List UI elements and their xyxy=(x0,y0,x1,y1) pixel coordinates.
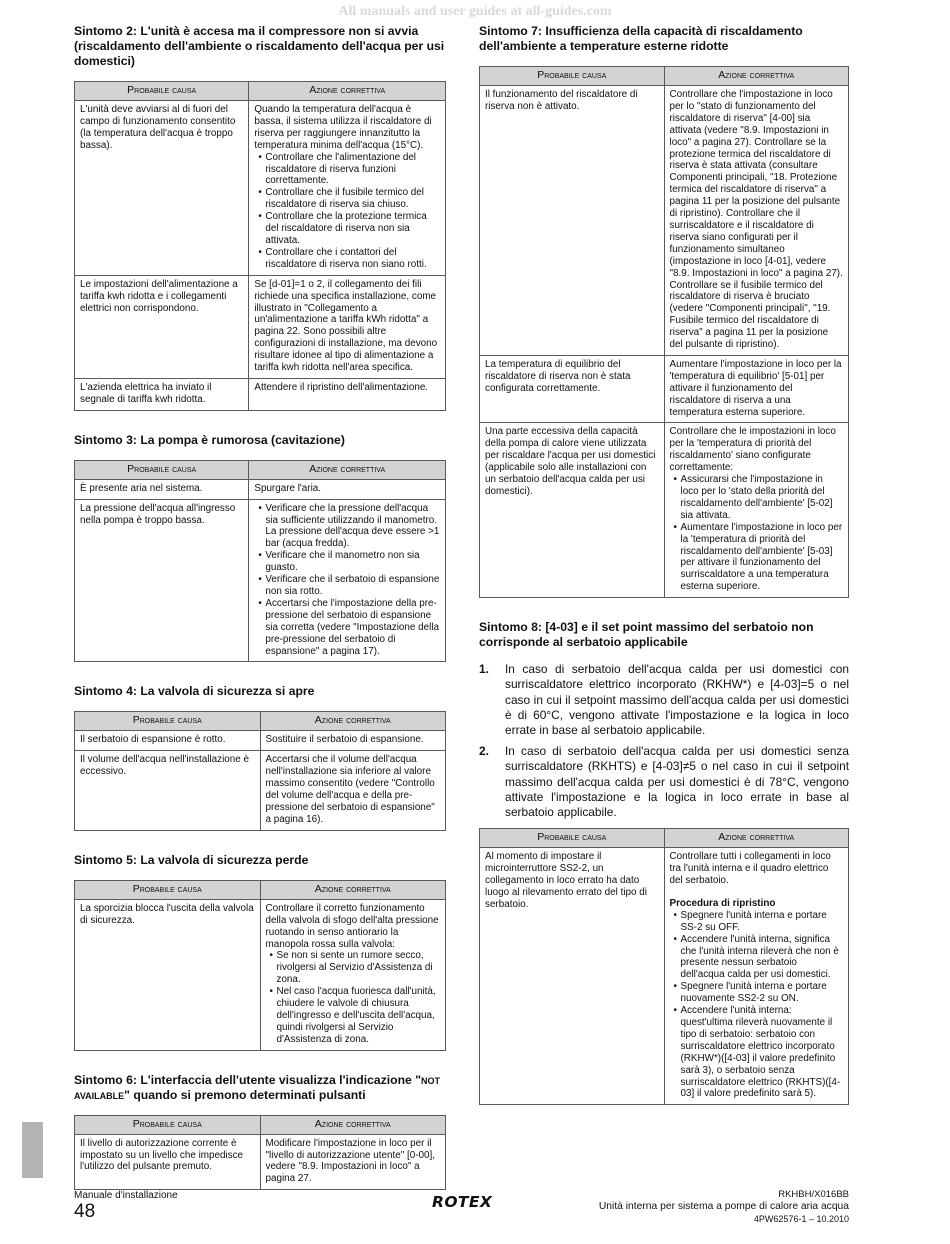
symptom-8-table xyxy=(479,828,849,1105)
symptom-3-title: Sintomo 3: La pompa è rumorosa (cavitazione) xyxy=(74,432,345,447)
action-header: Azione correttiva xyxy=(664,67,849,86)
symptom-5-table xyxy=(74,880,446,1051)
footer-description: Unità interna per sistema a pompe di calore aria acqua xyxy=(598,1201,849,1212)
cause-header: Probabile causa xyxy=(480,829,665,848)
bullet-item: • Nel caso l'acqua fuoriesca dall'unità, chiudere le valvole di chiusura dell'ingresso e dell'uscita dell'acqua, quindi rivolgersi al Servizio d'Assistenza di zona. xyxy=(270,986,441,1046)
action-cell: Aumentare l'impostazione in loco per la 'temperatura di equilibrio' [5-01] per attivare il funzionamento del riscaldatore di riserva a una temperatura esterna superiore. xyxy=(664,355,849,423)
bullet-item: • Spegnere l'unità interna e portare SS-2 su OFF. xyxy=(674,910,844,934)
table-row xyxy=(75,751,446,830)
cause-cell: Una parte eccessiva della capacità della pompa di calore viene utilizzata per riscaldare l'acqua per usi domestici (applicabile solo alle installazioni con un serbatoio dell'acqua calda per usi domestici). xyxy=(480,423,665,598)
cause-cell: La pressione dell'acqua all'ingresso nella pompa è troppo bassa. xyxy=(75,499,249,662)
cause-cell: Al momento di impostare il microinterruttore SS2-2, un collegamento in loco errato ha dato luogo al rilevamento errato del tipo di serbatoio. xyxy=(480,848,665,1105)
bullet-item: • Assicurarsi che l'impostazione in loco per lo 'stato della priorità del riscaldamento dell'ambiente' [5-02] sia attivata. xyxy=(674,474,844,522)
left-column xyxy=(74,24,446,1212)
bullet-item: • Verificare che la pressione dell'acqua sia sufficiente utilizzando il manometro. La pressione dell'acqua deve essere >1 bar (acqua fredda). xyxy=(258,503,440,551)
item-number: 2. xyxy=(479,744,489,759)
symptom-4-table xyxy=(74,711,446,830)
action-cell: Controllare che l'impostazione in loco per lo "stato di funzionamento del riscaldatore di riserva" [4-00] sia attivata (vedere "8.9. Impostazioni in loco" a pagina 27). Controllare se la protezione termica del riscaldatore di riserva è stata attivata (consultare Componenti principali, "18. Protezione termica del riscaldatore di riserva" a pagina 11 per la posizione del pulsante di ripristino). Controllare che il surriscaldatore e il riscaldatore di riserva siano configurati per il funzionamento simultaneo (impostazione in loco [4-01], vedere "8.9. Impostazioni in loco" a pagina 27). Controllare se il fusibile termico del riscaldatore di riserva è bruciato (vedere "Componenti principali", "19. Fusibile termico del riscaldatore di riserva" a pagina 11 per la posizione del pulsante di ripristino). xyxy=(664,86,849,356)
title-part: Sintomo 6: L'interfaccia dell'utente visualizza l'indicazione xyxy=(74,1072,416,1087)
action-cell: Se [d-01]=1 o 2, il collegamento dei fili richiede una specifica installazione, come illustrato in "Collegamento a un'alimentazione a tariffa kWh ridotta" a pagina 22. Sono possibili altre configurazioni di installazione, ma devono risultare idonee al tipo di alimentazione a tariffa kwh ridotta nell'area specifica. xyxy=(249,275,446,378)
action-header: Azione correttiva xyxy=(664,829,849,848)
bullet-item: • Controllare che il fusibile termico del riscaldatore di riserva sia chiuso. xyxy=(258,187,440,211)
action-cell: Attendere il ripristino dell'alimentazione. xyxy=(249,378,446,410)
cause-cell: L'azienda elettrica ha inviato il segnale di tariffa kwh ridotta. xyxy=(75,378,249,410)
bullet-item: • Spegnere l'unità interna e portare nuovamente SS2-2 su ON. xyxy=(674,981,844,1005)
cause-cell: La temperatura di equilibrio del riscaldatore di riserva non è stata configurata correttamente. xyxy=(480,355,665,423)
item-text: In caso di serbatoio dell'acqua calda per usi domestici con surriscaldatore elettrico incorporato (RKHW*) e [4-03]=5 o nel caso in cui il setpoint massimo dell'acqua calda per usi domestici è di 60°C, vengono attivate l'impostazione e la logica in loco errate in base al serbatoio applicabile. xyxy=(505,662,849,737)
action-text: Controllare che le impostazioni in loco per la 'temperatura di priorità del riscaldamento' siano configurate correttamente: xyxy=(669,426,836,474)
item-number: 1. xyxy=(479,662,489,677)
cause-header: Probabile causa xyxy=(75,82,249,101)
action-cell xyxy=(260,899,446,1050)
cause-cell: La sporcizia blocca l'uscita della valvola di sicurezza. xyxy=(75,899,261,1050)
footer-info xyxy=(599,1189,849,1225)
action-text: Quando la temperatura dell'acqua è bassa, il sistema utilizza il riscaldatore di riserva per raggiungere innanzitutto la temperatura minima dell'acqua (15°C). xyxy=(254,104,432,151)
action-header: Azione correttiva xyxy=(249,460,446,479)
bullet-item: • Accendere l'unità interna: quest'ultima rileverà nuovamente il tipo di serbatoio: serbatoio con surriscaldatore elettrico incorporato (RKHW*)([4-03] il valore predefinito sarà 3), o serbatoio senza surriscaldatore elettrico (RKHTS)([4-03] il valore predefinito sarà 5). xyxy=(674,1005,844,1100)
bullet-item: • Controllare che l'alimentazione del riscaldatore di riserva funzioni correttamente. xyxy=(258,152,440,188)
table-row xyxy=(75,1134,446,1190)
action-cell: Sostituire il serbatoio di espansione. xyxy=(260,731,446,751)
symptom-8-list xyxy=(479,662,849,820)
procedure-title: Procedura di ripristino xyxy=(669,897,776,909)
table-row xyxy=(480,86,849,356)
rotex-logo: ROTEX xyxy=(432,1193,493,1211)
symptom-2-table xyxy=(74,81,446,411)
symptom-2-title: Sintomo 2: L'unità è accesa ma il compressore non si avvia (riscaldamento dell'ambiente o riscaldamento dell'acqua per usi domestici) xyxy=(74,24,445,68)
cause-cell: È presente aria nel sistema. xyxy=(75,479,249,499)
table-row xyxy=(75,731,446,751)
cause-header: Probabile causa xyxy=(480,67,665,86)
action-header: Azione correttiva xyxy=(260,712,446,731)
cause-cell: Il funzionamento del riscaldatore di riserva non è attivato. xyxy=(480,86,665,356)
table-row xyxy=(480,355,849,423)
bullet-item: • Accertarsi che l'impostazione della pre-pressione del serbatoio di espansione sia corretta (vedere "Impostazione della pre-pressione del serbatoio di espansione" a pagina 17). xyxy=(258,598,440,658)
action-cell: Spurgare l'aria. xyxy=(249,479,446,499)
table-row xyxy=(75,275,446,378)
footer-manual: Manuale d'installazione xyxy=(74,1190,178,1201)
cause-cell: Il livello di autorizzazione corrente è impostato su un livello che impedisce l'utilizzo del pulsante premuto. xyxy=(75,1134,261,1190)
action-header: Azione correttiva xyxy=(260,880,446,899)
page-number: 48 xyxy=(74,1201,96,1222)
footer-code: 4PW62576-1 – 10.2010 xyxy=(753,1214,849,1224)
action-header: Azione correttiva xyxy=(249,82,446,101)
table-row xyxy=(75,101,446,276)
table-row xyxy=(480,848,849,1105)
cause-header: Probabile causa xyxy=(75,460,249,479)
action-cell xyxy=(664,423,849,598)
action-cell: Modificare l'impostazione in loco per il "livello di autorizzazione utente" [0-00], vedere "8.9. Impostazioni in loco" a pagina 27. xyxy=(260,1134,446,1190)
table-row xyxy=(75,479,446,499)
table-row xyxy=(75,499,446,662)
symptom-7-table xyxy=(479,66,849,598)
cause-header: Probabile causa xyxy=(75,880,261,899)
bullet-item: • Verificare che il serbatoio di espansione non sia rotto. xyxy=(258,574,440,598)
symptom-5-title: Sintomo 5: La valvola di sicurezza perde xyxy=(74,852,309,867)
table-row xyxy=(480,423,849,598)
bullet-item: • Se non si sente un rumore secco, rivolgersi al Servizio d'Assistenza di zona. xyxy=(270,950,441,986)
watermark: All manuals and user guides at all-guides.com xyxy=(338,4,612,19)
right-column xyxy=(479,24,849,1127)
table-row xyxy=(75,378,446,410)
title-part: "not available" xyxy=(74,1072,440,1102)
symptom-8-title: Sintomo 8: [4-03] e il set point massimo del serbatoio non corrisponde al serbatoio applicabile xyxy=(479,620,814,650)
item-text: In caso di serbatoio dell'acqua calda per usi domestici senza surriscaldatore (RKHTS) e [4-03]≠5 o nel caso in cui il setpoint massimo dell'acqua calda per usi domestici è di 78°C, vengono attivate l'impostazione e la logica in loco errate in base al serbatoio applicabile. xyxy=(505,744,849,819)
action-text: Controllare tutti i collegamenti in loco tra l'unità interna e il quadro elettrico del serbatoio. xyxy=(669,851,831,886)
action-text: Controllare il corretto funzionamento della valvola di sfogo dell'alta pressione ruotando in senso antiorario la manopola rossa sulla valvola: xyxy=(265,902,439,950)
action-cell xyxy=(249,499,446,662)
cause-cell: L'unità deve avviarsi al di fuori del campo di funzionamento consentito (la temperatura dell'acqua è troppo bassa). xyxy=(75,101,249,276)
cause-cell: Le impostazioni dell'alimentazione a tariffa kwh ridotta e i collegamenti elettrici non corrispondono. xyxy=(75,275,249,378)
action-cell xyxy=(249,101,446,276)
bullet-item: • Aumentare l'impostazione in loco per la 'temperatura di priorità del riscaldamento dell'ambiente' [5-03] per attivare il funzionamento del surriscaldatore a una temperatura esterna superiore. xyxy=(674,522,844,593)
action-header: Azione correttiva xyxy=(260,1115,446,1134)
table-row xyxy=(75,899,446,1050)
action-cell: Accertarsi che il volume dell'acqua nell'installazione sia inferiore al valore massimo consentito (vedere "Controllo del volume dell'acqua e della pre-pressione del serbatoio di espansione" a pagina 16). xyxy=(260,751,446,830)
symptom-6-table xyxy=(74,1115,446,1191)
action-cell xyxy=(664,848,849,1105)
symptom-3-table xyxy=(74,460,446,663)
cause-header: Probabile causa xyxy=(75,712,261,731)
cause-header: Probabile causa xyxy=(75,1115,261,1134)
title-part: quando si premono determinati pulsanti xyxy=(129,1087,366,1102)
list-item xyxy=(479,744,849,820)
list-item xyxy=(479,662,849,738)
footer-model: RKHBH/X016BB xyxy=(778,1189,849,1200)
bullet-item: • Accendere l'unità interna, significa che l'unità interna rileverà che non è presente nessun serbatoio dell'acqua calda per usi domestici. xyxy=(674,934,844,982)
side-tab xyxy=(22,1122,43,1178)
cause-cell: Il serbatoio di espansione è rotto. xyxy=(75,731,261,751)
bullet-item: • Controllare che la protezione termica del riscaldatore di riserva non sia attivata. xyxy=(258,211,440,247)
symptom-4-title: Sintomo 4: La valvola di sicurezza si apre xyxy=(74,684,315,699)
symptom-7-title: Sintomo 7: Insufficienza della capacità di riscaldamento dell'ambiente a temperature esterne ridotte xyxy=(479,24,803,53)
bullet-item: • Controllare che i contattori del riscaldatore di riserva non siano rotti. xyxy=(258,247,440,271)
symptom-6-title xyxy=(74,1073,446,1103)
bullet-item: • Verificare che il manometro non sia guasto. xyxy=(258,550,440,574)
cause-cell: Il volume dell'acqua nell'installazione è eccessivo. xyxy=(75,751,261,830)
